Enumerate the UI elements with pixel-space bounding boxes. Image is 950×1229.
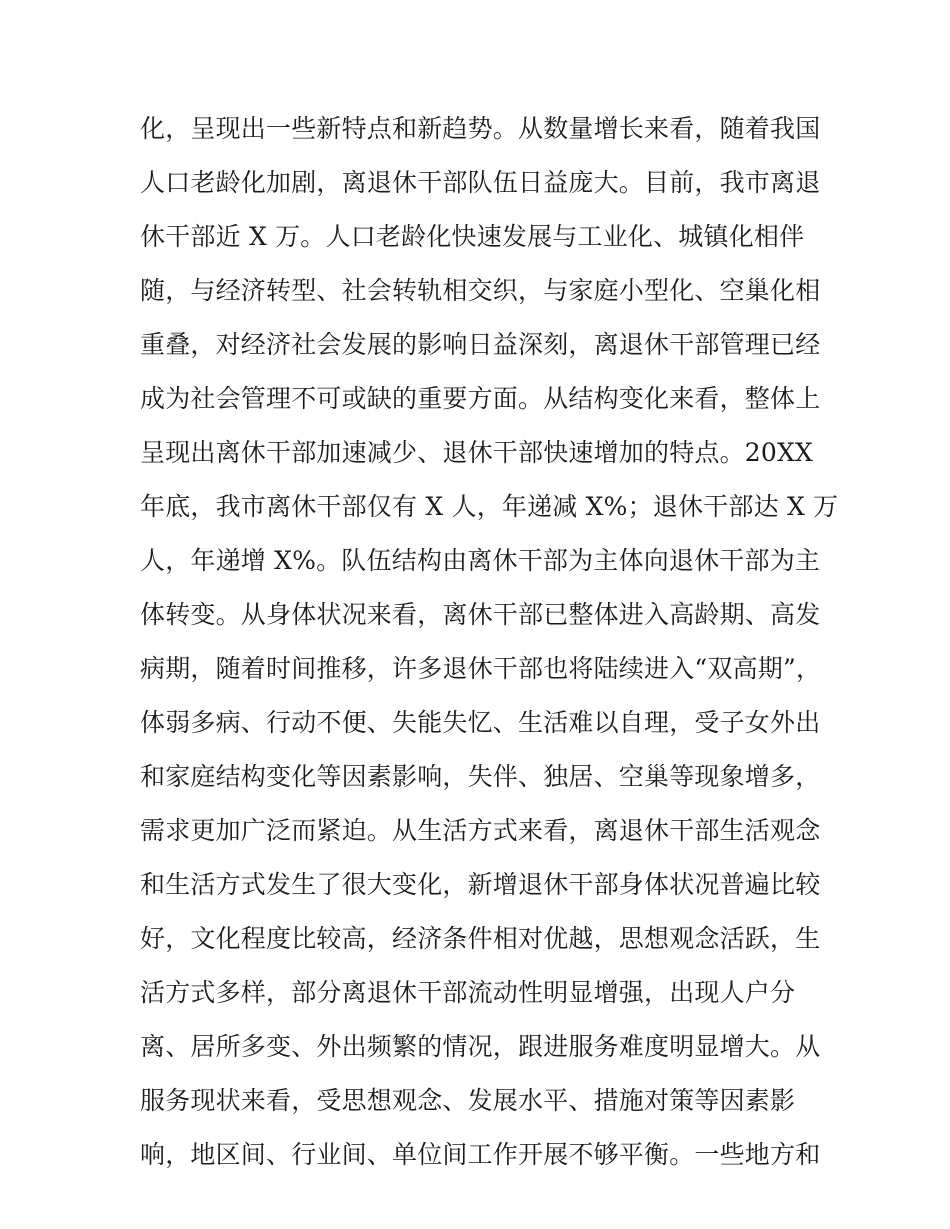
text-line: 服务现状来看，受思想观念、发展水平、措施对策等因素影 xyxy=(140,1086,796,1115)
text-line: 休干部近 X 万。人口老龄化快速发展与工业化、城镇化相伴 xyxy=(140,222,805,251)
text-line: 活方式多样，部分离退休干部流动性明显增强，出现人户分 xyxy=(140,978,796,1007)
text-line: 和生活方式发生了很大变化，新增退休干部身体状况普遍比较 xyxy=(140,870,821,899)
text-line: 成为社会管理不可或缺的重要方面。从结构变化来看，整体上 xyxy=(140,384,821,413)
text-line: 年底，我市离休干部仅有 X 人，年递减 X%；退休干部达 X 万 xyxy=(140,492,839,521)
text-line: 化，呈现出一些新特点和新趋势。从数量增长来看，随着我国 xyxy=(140,114,821,143)
text-line: 体弱多病、行动不便、失能失忆、生活难以自理，受子女外出 xyxy=(140,708,821,737)
text-line: 病期，随着时间推移，许多退休干部也将陆续进入“双高期”， xyxy=(140,654,822,683)
text-line: 随，与经济转型、社会转轨相交织，与家庭小型化、空巢化相 xyxy=(140,276,821,305)
text-line: 离、居所多变、外出频繁的情况，跟进服务难度明显增大。从 xyxy=(140,1032,821,1061)
text-line: 体转变。从身体状况来看，离休干部已整体进入高龄期、高发 xyxy=(140,600,821,629)
text-line: 重叠，对经济社会发展的影响日益深刻，离退休干部管理已经 xyxy=(140,330,821,359)
text-line: 人口老龄化加剧，离退休干部队伍日益庞大。目前，我市离退 xyxy=(140,168,821,197)
text-line: 和家庭结构变化等因素影响，失伴、独居、空巢等现象增多， xyxy=(140,762,821,791)
text-line: 人，年递增 X%。队伍结构由离休干部为主体向退休干部为主 xyxy=(140,546,821,575)
text-line: 好，文化程度比较高，经济条件相对优越，思想观念活跃，生 xyxy=(140,924,821,953)
text-line: 需求更加广泛而紧迫。从生活方式来看，离退休干部生活观念 xyxy=(140,816,821,845)
text-line: 呈现出离休干部加速减少、退休干部快速增加的特点。20XX xyxy=(140,438,814,467)
body-paragraph xyxy=(140,102,839,1182)
text-line: 响，地区间、行业间、单位间工作开展不够平衡。一些地方和 xyxy=(140,1140,821,1169)
